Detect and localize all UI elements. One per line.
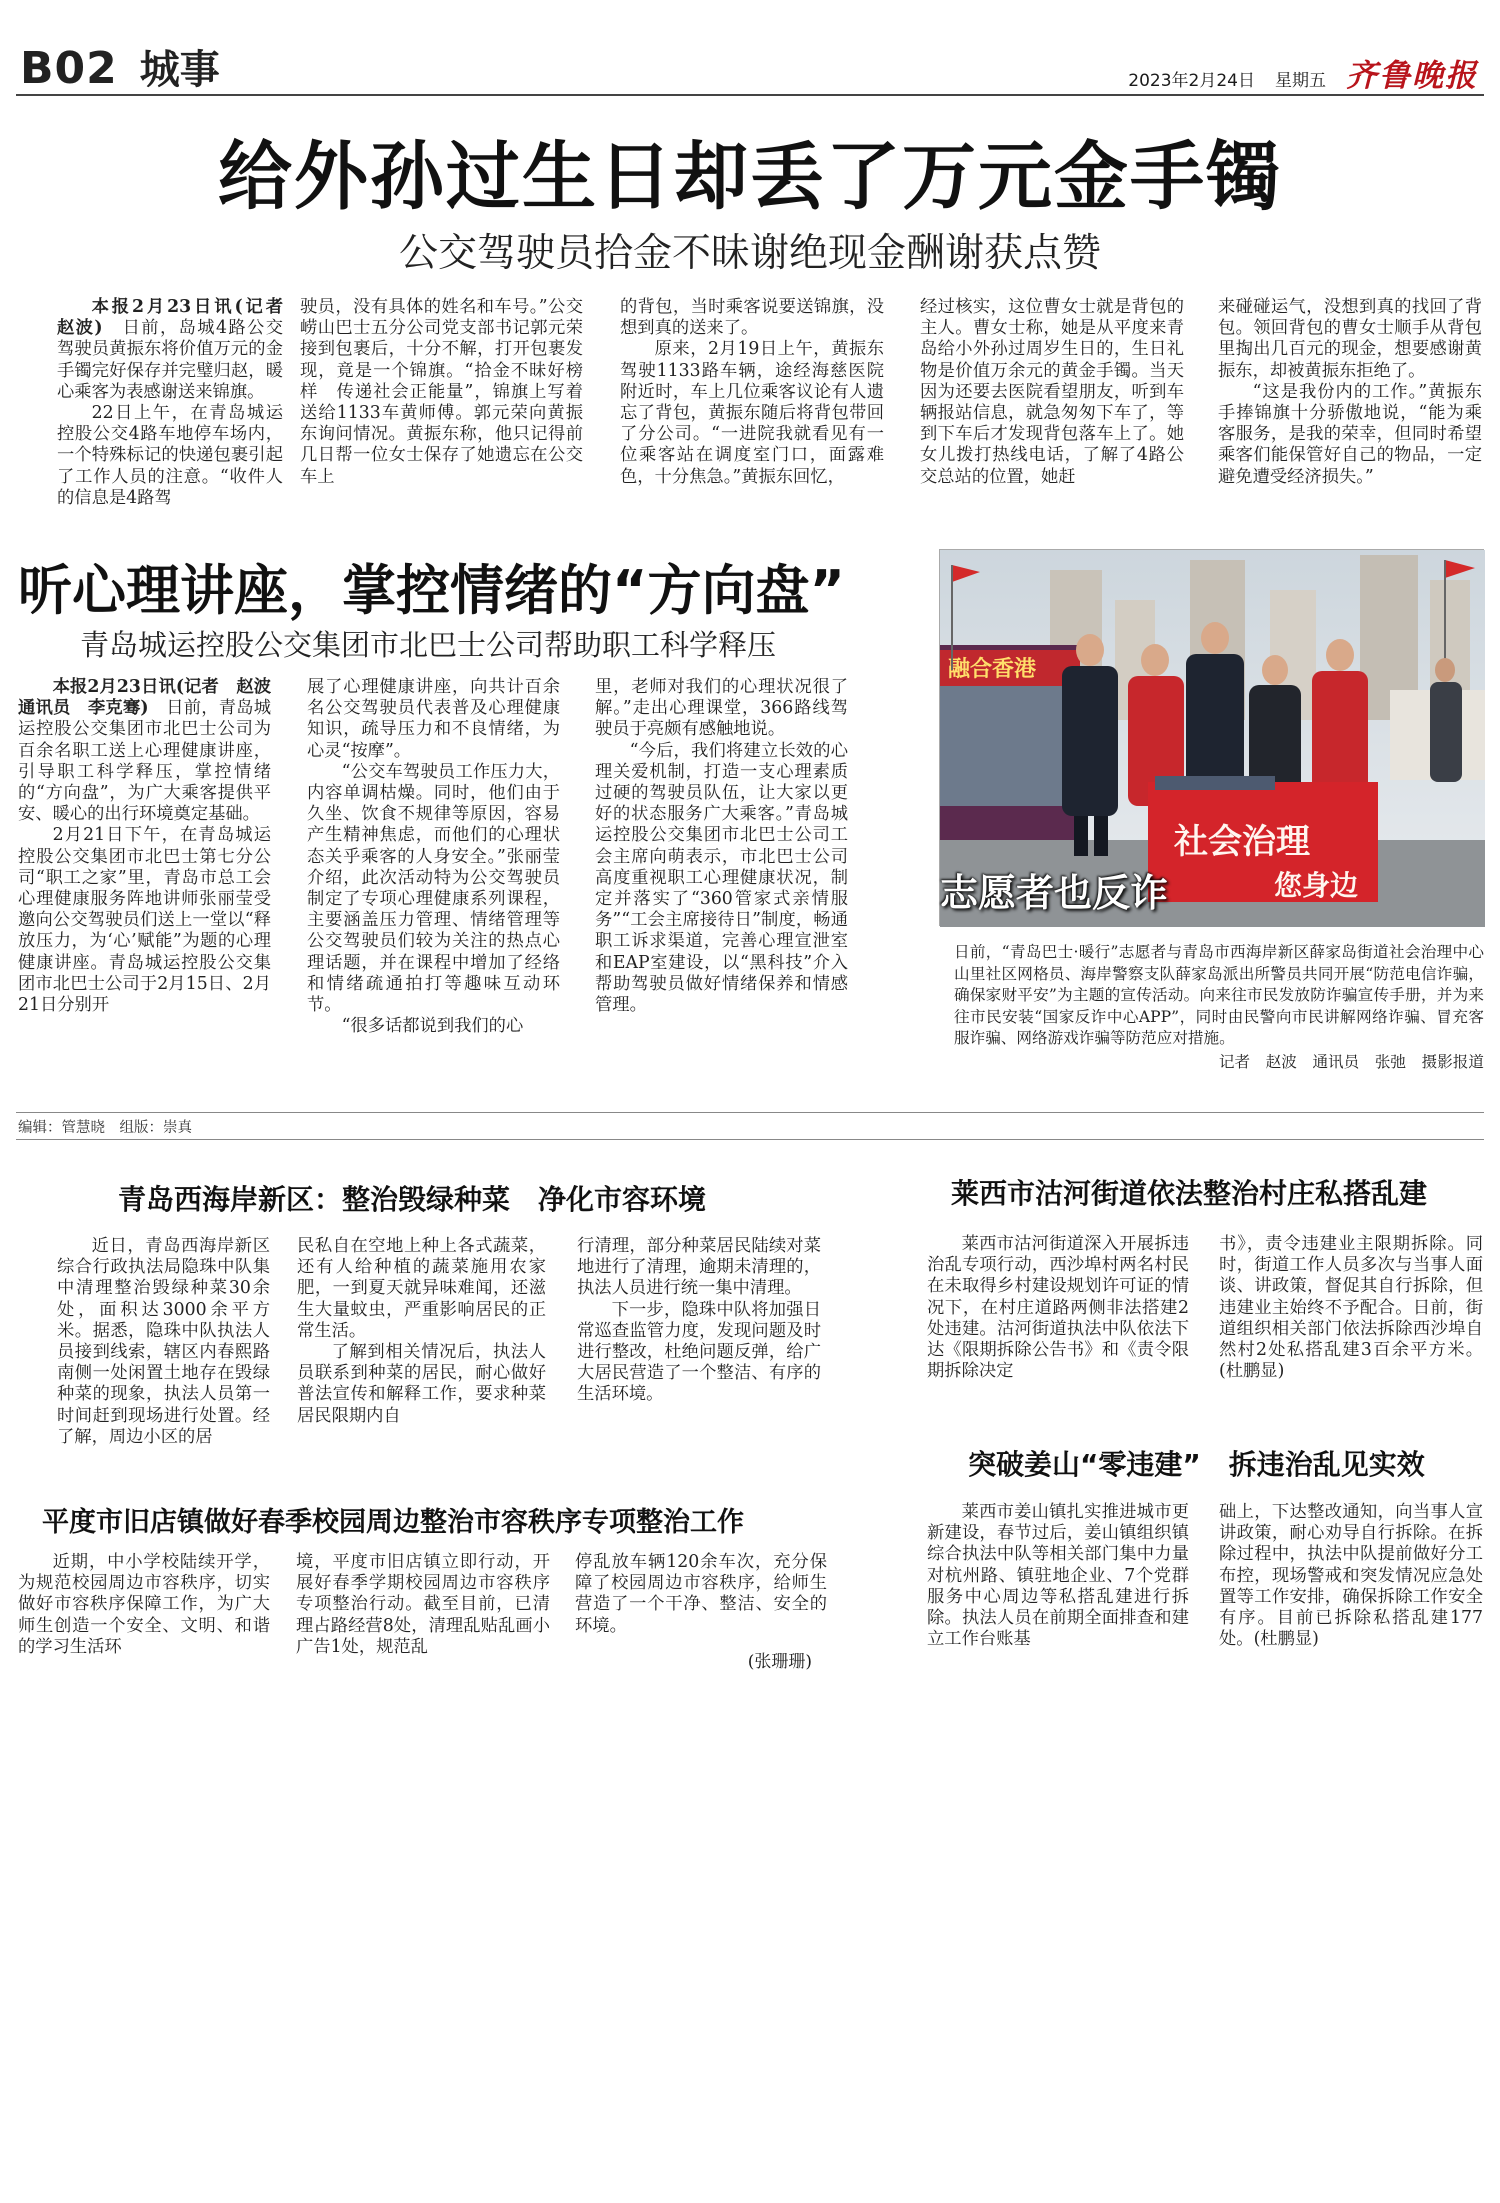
article1-col: [300, 297, 583, 512]
article1-col: [1218, 297, 1482, 512]
paragraph: 莱西市沽河街道深入开展拆违治乱专项行动，西沙埠村两名村民在未取得乡村建设规划许可证的情况下，在村庄道路两侧非法搭建2处违建。沽河街道执法中队依法下达《限期拆除公告书》和《责令限期拆除决定: [927, 1234, 1189, 1382]
paragraph: 展了心理健康讲座，向共计百余名公交驾驶员代表普及心理健康知识，疏导压力和不良情绪，为心灵“按摩”。: [307, 677, 560, 761]
paragraph: 民私自在空地上种上各式蔬菜，还有人给种植的蔬菜施用农家肥，一到夏天就异味难闻，还滋生大量蚊虫，严重影响居民的正常生活。: [297, 1236, 546, 1341]
photo-caption: 日前，“青岛巴士·暖行”志愿者与青岛市西海岸新区薛家岛街道社会治理中心山里社区网格员、海岸警察支队薛家岛派出所警员共同开展“防范电信诈骗，确保家财平安”为主题的宣传活动。向来往市民发放防诈骗宣传手册，并为来往市民安装“国家反诈中心APP”，同时由民警向市民讲解网络诈骗、冒充客服诈骗、网络游戏诈骗等防范应对措施。: [954, 943, 1484, 1047]
header-divider: [16, 94, 1484, 96]
paragraph: 经过核实，这位曹女士就是背包的主人。曹女士称，她是从平度来青岛给小外孙过周岁生日的，生日礼物是价值万余元的黄金手镯。当天因为还要去医院看望朋友，听到车辆报站信息，就急匆匆下车了，等到下车后才发现背包落车上了。她女儿拨打热线电话，了解了4路公交总站的位置，她赶: [920, 297, 1184, 487]
article4-col: [1219, 1234, 1483, 1434]
article5-col: [575, 1552, 827, 1652]
photo-credit: 记者 赵波 通讯员 张弛 摄影报道: [1218, 1053, 1484, 1071]
paragraph: “公交车驾驶员工作压力大，内容单调枯燥。同时，他们由于久坐、饮食不规律等原因，容易产生精神焦虑，而他们的心理状态关乎乘客的人身安全。”张丽莹介绍，此次活动特为公交驾驶员制定了专项心理健康系列课程，主要涵盖压力管理、情绪管理等公交驾驶员们较为关注的热点心理话题，并在课程中增加了经络和情绪疏通拍打等趣味互动环节。: [307, 761, 560, 1016]
article5-col: [296, 1552, 550, 1682]
middle-divider: [16, 1139, 1484, 1140]
paragraph: 了解到相关情况后，执法人员联系到种菜的居民，耐心做好普法宣传和解释工作，要求种菜居民限期内自: [297, 1342, 546, 1426]
paragraph: 原来，2月19日上午，黄振东驾驶1133路车辆，途经海慈医院附近时，车上几位乘客议论有人遗忘了背包，黄振东随后将背包带回了分公司。“一进院我就看见有一位乘客站在调度室门口，面露难色，十分焦急。”黄振东回忆，: [620, 339, 884, 487]
article1-col: [920, 297, 1184, 512]
article4-col: [927, 1234, 1189, 1434]
dateline: 本报2月23日讯(记者 赵波 通讯员 李克骞): [18, 677, 289, 719]
paragraph: 里，老师对我们的心理状况很了解。”走出心理课堂，366路线驾驶员于亮颇有感触地说。: [595, 677, 848, 740]
article3-col: [57, 1236, 270, 1451]
article5-credit: (张珊珊): [747, 1652, 812, 1672]
article2-col: [307, 677, 560, 1077]
article4-title: 莱西市沽河街道依法整治村庄私搭乱建: [951, 1177, 1428, 1210]
paragraph: “今后，我们将建立长效的心理关爱机制，打造一支心理素质过硬的驾驶员队伍，让大家以更好的状态服务广大乘客。”青岛城运控股公交集团市北巴士公司工会主席向萌表示，市北巴士公司高度重视职工心理健康状况，制定并落实了“360管家式亲情服务”“工会主席接待日”制度，畅通职工诉求渠道，完善心理宣泄室和EAP室建设，以“黑科技”介入帮助驾驶员做好情绪保养和情感管理。: [595, 740, 848, 1016]
article3-col: [577, 1236, 821, 1451]
article2-subtitle: 青岛城运控股公交集团市北巴士公司帮助职工科学释压: [80, 628, 777, 662]
issue-weekday: 星期五: [1275, 71, 1326, 91]
paragraph: 境，平度市旧店镇立即行动，开展好春季学期校园周边市容秩序专项整治行动。截至目前，已清理占路经营8处，清理乱贴乱画小广告1处，规范乱: [296, 1552, 550, 1657]
issue-date: 2023年2月24日: [1128, 71, 1255, 91]
photo-title: 志愿者也反诈: [940, 871, 1169, 915]
dateline: 本报2月23日讯(记者 赵波): [57, 297, 301, 339]
article3-title: 青岛西海岸新区：整治毁绿种菜 净化市容环境: [118, 1183, 707, 1216]
paragraph: 本报2月23日讯(记者 赵波 通讯员 李克骞) 日前，青岛城运控股公交集团市北巴士公司为百余名职工送上心理健康讲座，引导职工科学释压，掌控情绪的“方向盘”，为广大乘客提供平安、暖心的出行环境奠定基础。: [18, 677, 289, 825]
shop-sign-text: 融合香港: [948, 657, 1037, 682]
section-name: 城事: [139, 47, 220, 93]
paragraph: 下一步，隐珠中队将加强日常巡查监管力度，发现问题及时进行整改，杜绝问题反弹，给广大居民营造了一个整洁、有序的生活环境。: [577, 1299, 821, 1405]
article1-col: [620, 297, 884, 512]
article1-subtitle: 公交驾驶员拾金不昧谢绝现金酬谢获点赞: [398, 231, 1101, 276]
article1-title: 给外孙过生日却丢了万元金手镯: [218, 134, 1282, 220]
paragraph: 22日上午，在青岛城运控股公交4路车地停车场内，一个特殊标记的快递包裹引起了工作人员的注意。“收件人的信息是4路驾: [57, 403, 283, 508]
paragraph: 行清理，部分种菜居民陆续对菜地进行了清理，逾期未清理的，执法人员进行统一集中清理。: [577, 1236, 821, 1299]
article6-col: [927, 1502, 1189, 1672]
article5-title: 平度市旧店镇做好春季校园周边整治市容秩序专项整治工作: [42, 1507, 744, 1538]
page-header-left: [20, 38, 220, 94]
paragraph: 近日，青岛西海岸新区综合行政执法局隐珠中队集中清理整治毁绿种菜30余处，面积达3000余平方米。据悉，隐珠中队执法人员接到线索，辖区内春熙路南侧一处闲置土地存在毁绿种菜的现象，执法人员第一时间赶到现场进行处置。经了解，周边小区的居: [57, 1236, 270, 1447]
page-header-right: [1128, 50, 1478, 95]
newspaper-logo: 齐鲁晚报: [1346, 58, 1478, 94]
paragraph: 2月21日下午，在青岛城运控股公交集团市北巴士第七分公司“职工之家”里，青岛市总工会心理健康服务阵地讲师张丽莹受邀向公交驾驶员们送上一堂以“释放压力，为‘心’赋能”为题的心理健康讲座。青岛城运控股公交集团市北巴士公司于2月15日、2月21日分别开: [18, 825, 271, 1016]
article1-col: [57, 297, 301, 512]
article6-col: [1219, 1502, 1483, 1672]
paragraph: “很多话都说到我们的心: [341, 1016, 524, 1037]
paragraph: 近期，中小学校陆续开学，为规范校园周边市容秩序，切实做好市容秩序保障工作，为广大师生创造一个安全、文明、和谐的学习生活环: [18, 1552, 270, 1657]
article2-col: [595, 677, 848, 1077]
editor-line: 编辑：管慧晓 组版：崇真: [18, 1120, 192, 1136]
article6-title: 突破姜山“零违建” 拆违治乱见实效: [968, 1448, 1425, 1481]
paragraph: 驶员，没有具体的姓名和车号。”公交崂山巴士五分公司党支部书记郭元荣接到包裹后，十分不解，打开包裹发现，竟是一个锦旗。“拾金不昧好榜样 传递社会正能量”，锦旗上写着送给1133车黄师傅。郭元荣向黄振东询问情况。黄振东称，他只记得前几日帮一位女士保存了她遗忘在公交车上: [300, 297, 583, 487]
article2-col: [18, 677, 289, 1077]
paragraph: 莱西市姜山镇扎实推进城市更新建设，春节过后，姜山镇组织镇综合执法中队等相关部门集中力量对杭州路、镇驻地企业、7个党群服务中心周边等私搭乱建进行拆除。执法人员在前期全面排查和建立工作台账基: [927, 1502, 1189, 1650]
article5-col: [18, 1552, 270, 1682]
paragraph: 的背包，当时乘客说要送锦旗，没想到真的送来了。: [620, 297, 884, 339]
article2-title: 听心理讲座，掌控情绪的“方向盘”: [18, 559, 845, 622]
paragraph: 本报2月23日讯(记者 赵波) 日前，岛城4路公交驾驶员黄振东将价值万元的金手镯完好保存并完璧归赵，暖心乘客为表感谢送来锦旗。: [57, 297, 301, 402]
paragraph: 书》，责令违建业主限期拆除。同时，街道工作人员多次与当事人面谈、讲政策，督促其自行拆除，但违建业主始终不予配合。日前，街道组织相关部门依法拆除西沙埠自然村2处私搭乱建3百余平方米。(杜鹏显): [1219, 1234, 1483, 1382]
paragraph: 停乱放车辆120余车次，充分保障了校园周边市容秩序，给师生营造了一个干净、整洁、安全的环境。: [575, 1552, 827, 1636]
middle-divider-top: [16, 1112, 1484, 1113]
paragraph: “这是我份内的工作。”黄振东手捧锦旗十分骄傲地说，“能为乘客服务，是我的荣幸，但同时希望乘客们能保管好自己的物品，一定避免遭受经济损失。”: [1218, 381, 1482, 487]
article3-col: [297, 1236, 546, 1451]
page-number: B02: [20, 43, 118, 94]
banner-text-2: 您身边: [1274, 869, 1359, 902]
paragraph: 础上，下达整改通知，向当事人宣讲政策，耐心劝导自行拆除。在拆除过程中，执法中队提前做好分工布控，现场警戒和突发情况应急处置等工作安排，确保拆除工作安全有序。目前已拆除私搭乱建177处。(杜鹏显): [1219, 1502, 1483, 1650]
paragraph: 来碰碰运气，没想到真的找回了背包。领回背包的曹女士顺手从背包里掏出几百元的现金，想要感谢黄振东，却被黄振东拒绝了。: [1218, 297, 1482, 381]
banner-text: 社会治理: [1174, 822, 1310, 862]
